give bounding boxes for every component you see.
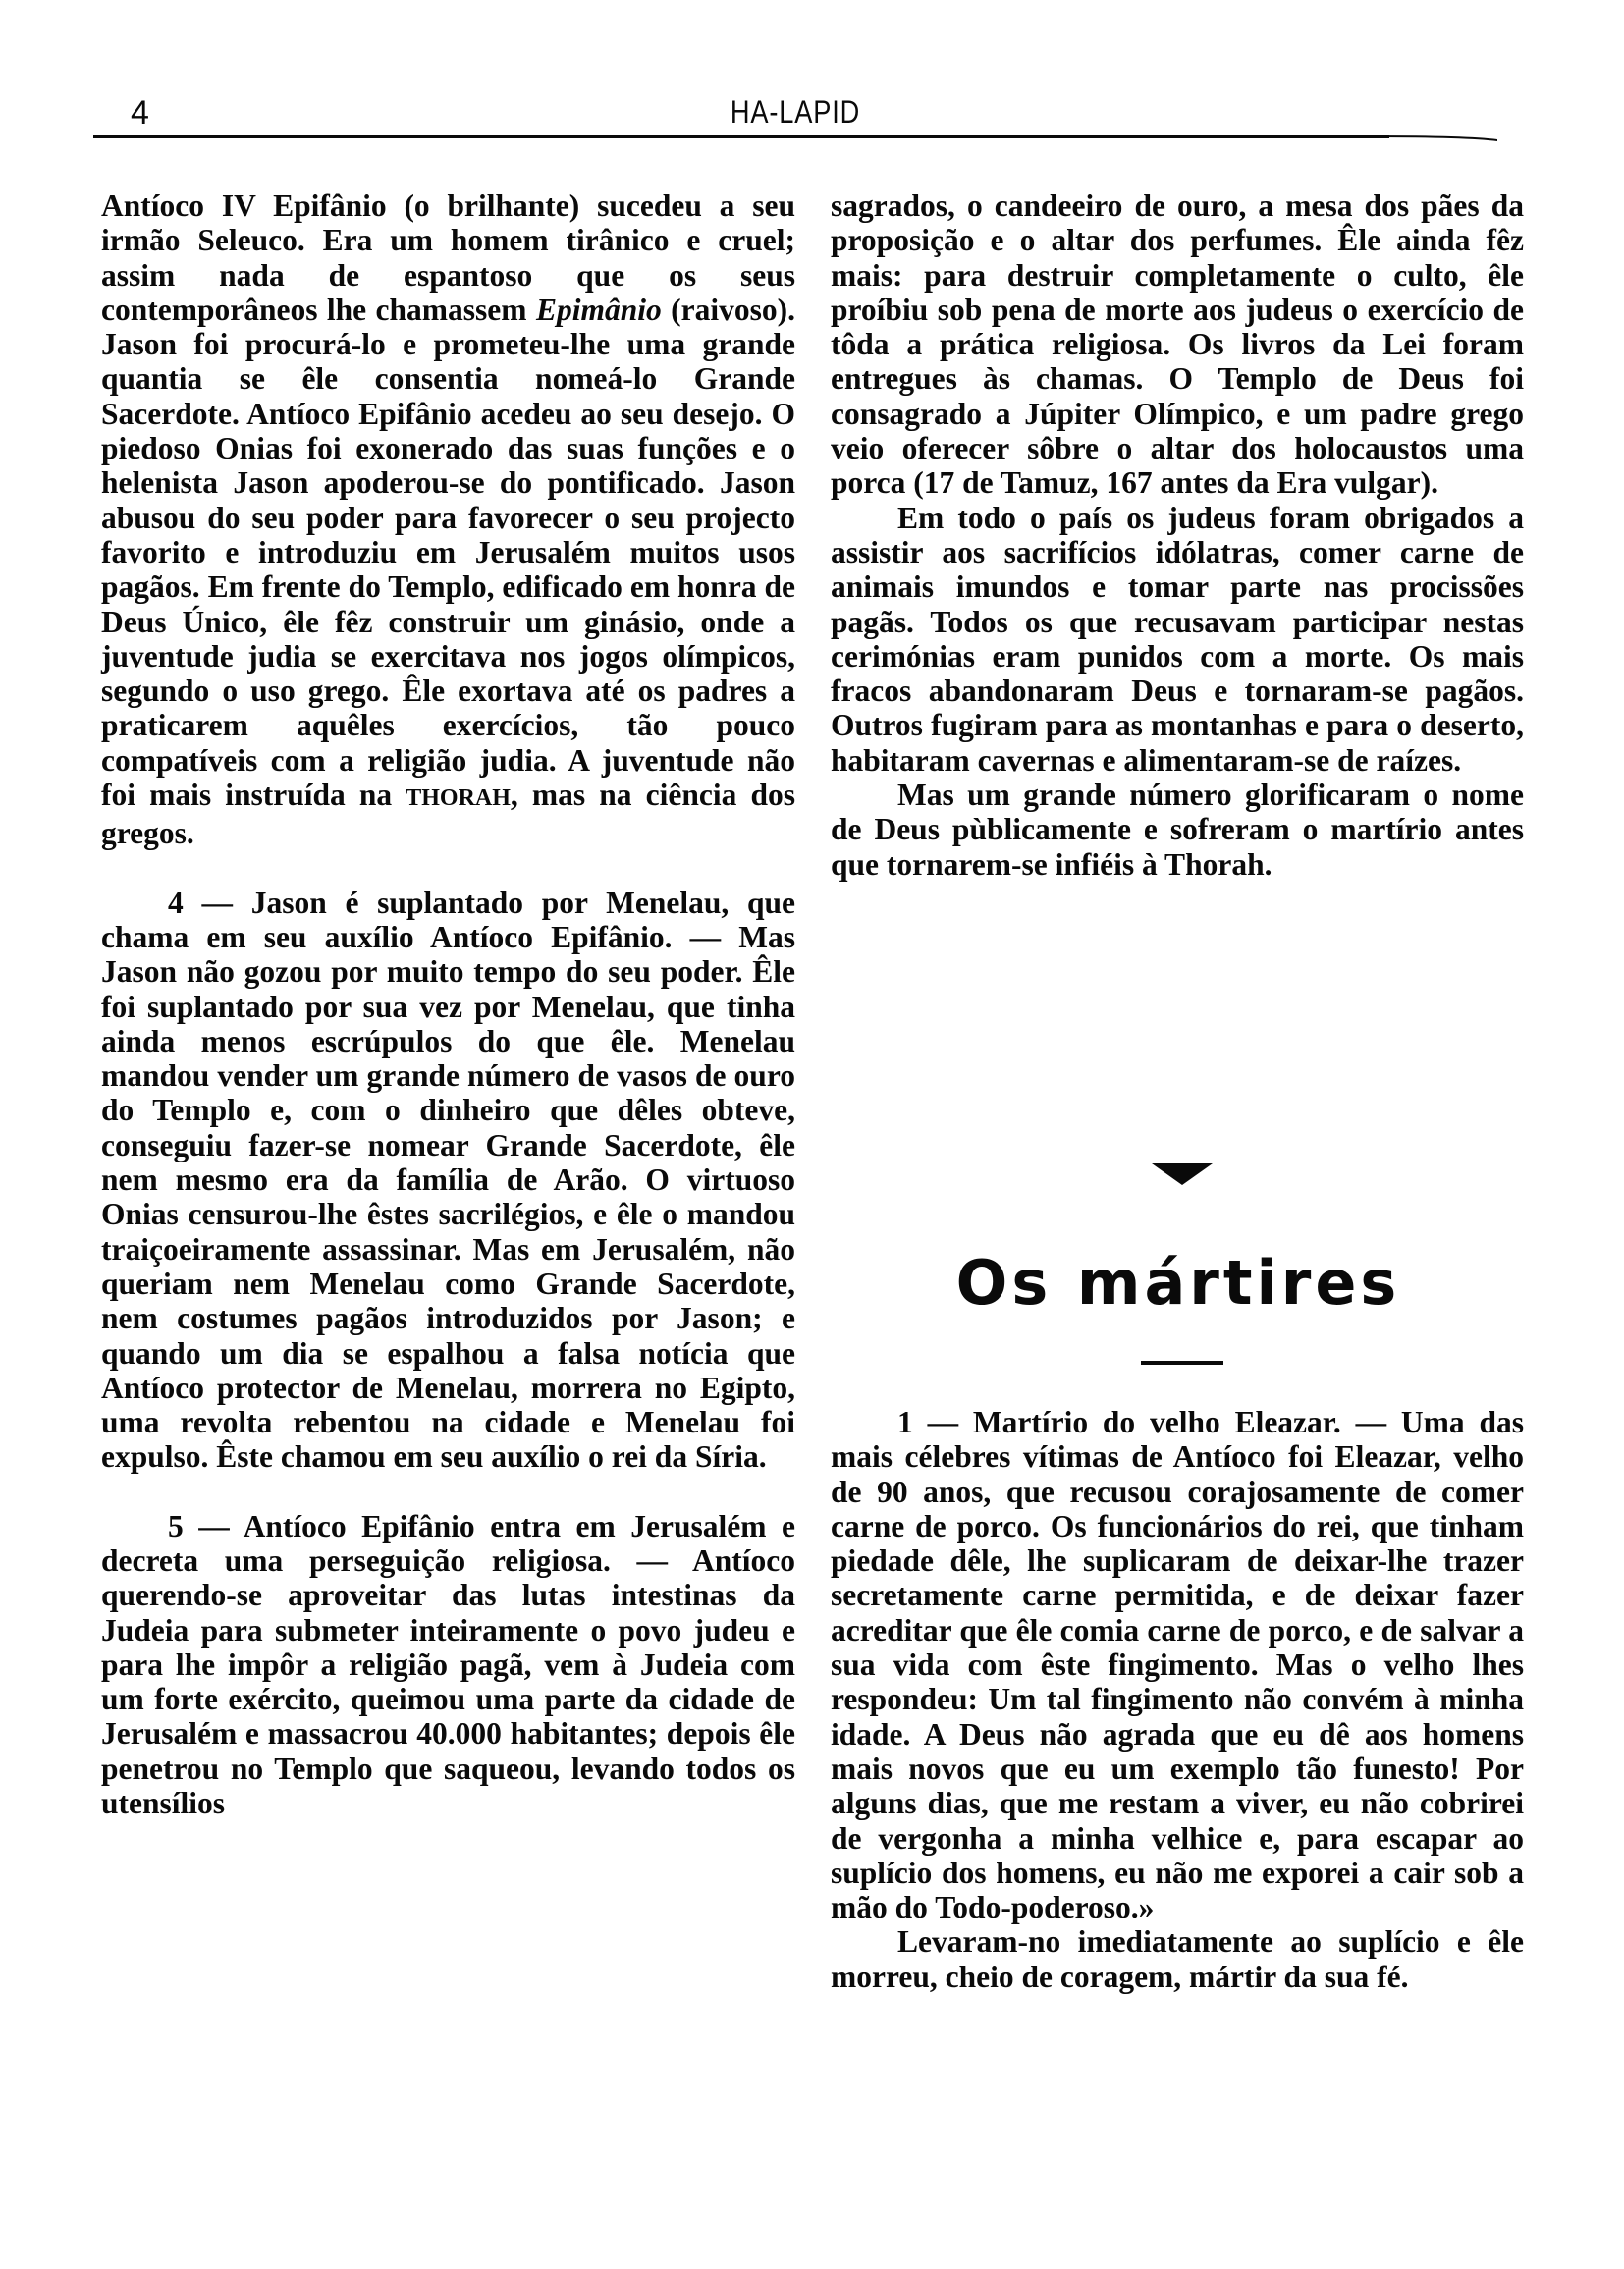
section-4-body: — Mas Jason não gozou por muito tempo do seu poder. Êle foi suplantado por sua vez por Menelau, que tinha ainda menos escrúpulos do que êle. Menelau mandou vender um grande número de vasos de ouro do Templo e, com o dinheiro que dêles obteve, conseguiu fazer-se nomear Grande Sacerdote, êle nem mesmo era da família de Arão. O virtuoso Onias censurou-lhe êstes sacrilégios, e êle o mandou traiçoeiramente assassinar. Mas em Jerusalém, não queriam nem Menelau como Grande Sacerdote, nem costumes pagãos introduzidos por Jason; e quando um dia se espalhou a falsa notícia que Antíoco protector de Menelau, morrera no Egipto, uma revolta rebentou na cidade e Menelau foi expulso. Êste chamou em seu auxílio o rei da Síria. bbox=[101, 919, 795, 1475]
intro-text-2: (raivoso). Jason foi procurá-lo e prometeu-lhe uma grande quantia se êle consentia nomeá-lo Grande Sacerdote. Antíoco Epifânio acedeu ao seu desejo. O piedoso Onias foi exonerado das suas funções e o helenista Jason apoderou-se do pontificado. Jason abusou do seu poder para favorecer o seu projecto favorito e introduziu em Jerusalém muitos usos pagãos. Em frente do Templo, edificado em honra de Deus Único, êle fêz construir um ginásio, onde a juventude judia se exercitava nos jogos olímpicos, segundo o uso grego. Êle exortava até os padres a praticarem aquêles exercícios, tão pouco compatíveis com a religião judia. A juventude não foi mais instruída na bbox=[101, 292, 795, 813]
martyr-section-1-heading: 1 — Martírio do velho Eleazar. bbox=[897, 1405, 1341, 1439]
continuation-paragraph: sagrados, o candeeiro de ouro, a mesa dos pães da proposição e o altar dos perfumes. Êle ainda fêz mais: para destruir completamente o culto, êle proíbiu sob pena de morte aos judeus o exercício de tôda a prática religiosa. Os livros da Lei foram entregues às chamas. O Templo de Deus foi consagrado a Júpiter Olímpico, e um padre grego veio oferecer sôbre o altar dos holocaustos uma porca (17 de Tamuz, 167 antes da Era vulgar). bbox=[831, 189, 1524, 501]
martyr-section-1-body: — Uma das mais célebres vítimas de Antíoco foi Eleazar, velho de 90 anos, que recusou corajosamente de comer carne de porco. Os funcionários do rei, que tinham piedade dêle, lhe suplicaram de deixar-lhe trazer secretamente carne permitida, e de deixar fazer acreditar que êle comia carne de porco, e de salvar a sua vida com êste fingimento. Mas o velho lhes respondeu: Um tal fingimento não convém à minha idade. A Deus não agrada que eu dê aos homens mais novos que eu um exemplo tão funesto! Por alguns dias, que me restam a viver, eu não cobrirei de vergonha a minha velhice e, para escapar ao suplício dos homens, eu não me exporei a cair sob a mão do Todo-poderoso.» bbox=[831, 1405, 1524, 1925]
paragraph-3: Mas um grande número glorificaram o nome de Deus pùblicamente e sofreram o martírio antes que tornarem-se infiéis à Thorah. bbox=[831, 778, 1524, 882]
section-5-heading: 5 — Antíoco Epifânio entra em Jerusalém e decreta uma perseguição religiosa. bbox=[101, 1508, 795, 1578]
running-title: HA-LAPID bbox=[730, 94, 861, 130]
page-number: 4 bbox=[131, 94, 149, 132]
section-5-paragraph bbox=[101, 1509, 795, 1821]
down-triangle-ornament-icon bbox=[1152, 1163, 1213, 1185]
section-4-paragraph bbox=[101, 886, 795, 1475]
page-header bbox=[93, 94, 1497, 134]
intro-text-3: , mas na ciência dos gregos. bbox=[101, 778, 795, 851]
paragraph-2: Em todo o país os judeus foram obrigados a assistir aos sacrifícios idólatras, comer carne de animais imundos e tomar parte nas procissões pagãs. Todos os que recusavam participar nestas cerimónias eram punidos com a morte. Os mais fracos abandonaram Deus e tornaram-se pagãos. Outros fugiram para as montanhas e para o deserto, habitaram cavernas e alimentaram-se de raízes. bbox=[831, 500, 1524, 778]
header-rule bbox=[93, 135, 1497, 141]
intro-text-1: Antíoco IV Epifânio (o brilhante) sucedeu a seu irmão Seleuco. Era um homem tirânico e cruel; assim nada de espantoso que os seus contemporâneos lhe chamassem bbox=[101, 189, 795, 327]
section-5-body: — Antíoco querendo-se aproveitar das lutas intestinas da Judeia para submeter inteiramente o povo judeu e para lhe impôr a religião pagã, vem à Judeia com um forte exército, queimou uma parte da cidade de Jerusalém e massacrou 40.000 habitantes; depois êle penetrou no Templo que saqueou, levando todos os utensílios bbox=[101, 1542, 795, 1821]
right-column bbox=[831, 189, 1524, 882]
intro-italic-term: Epimânio bbox=[535, 292, 662, 327]
section-4-heading: 4 — Jason é suplantado por Menelau, que chama em seu auxílio Antíoco Epifânio. bbox=[101, 885, 795, 954]
final-paragraph: Levaram-no imediatamente ao suplício e êle morreu, cheio de coragem, mártir da sua fé. bbox=[831, 1924, 1524, 1994]
chapter-title: Os mártires bbox=[955, 1247, 1401, 1319]
intro-smallcaps-term: THORAH bbox=[406, 785, 511, 812]
right-column-lower bbox=[831, 1405, 1524, 1994]
title-rule bbox=[1141, 1361, 1223, 1365]
left-column bbox=[101, 189, 795, 1820]
intro-paragraph bbox=[101, 189, 795, 851]
martyr-section-1-paragraph bbox=[831, 1405, 1524, 1924]
